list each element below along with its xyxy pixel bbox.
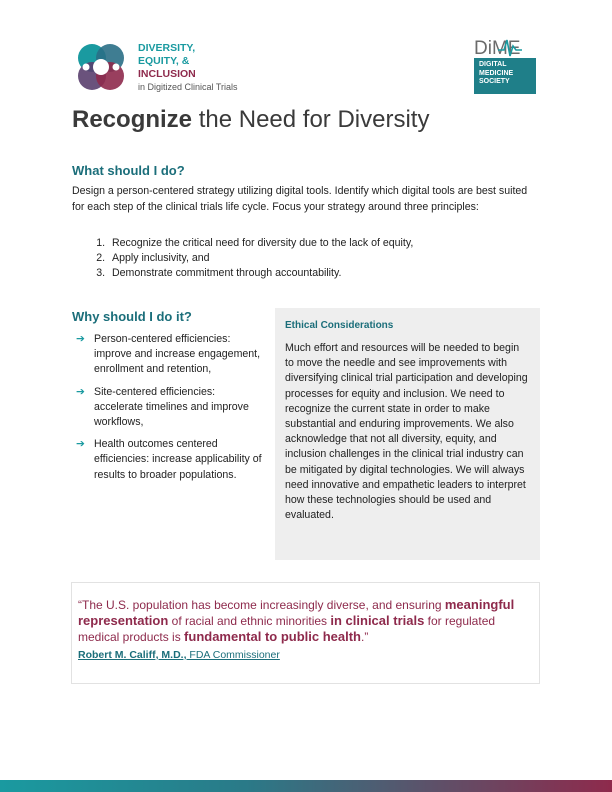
page-title-rest: the Need for Diversity (192, 106, 430, 133)
dime-letters-text: DiME (474, 38, 521, 58)
page-title-bold: Recognize (72, 106, 193, 133)
dime-badge (474, 58, 536, 94)
quote-part: .” (361, 630, 369, 644)
quote-author: Robert M. Califf, M.D., (78, 649, 187, 661)
list-item: 1. Recognize the critical need for diversity due to the lack of equity, (108, 236, 548, 251)
arrow-right-icon: ➔ (76, 438, 85, 451)
principles-list (72, 236, 548, 282)
page-title (72, 106, 429, 134)
quote-emphasis: fundamental to public health (184, 629, 361, 644)
why-item-text: Site-centered efficiencies: accelerate timelines and improve workflows, (94, 385, 249, 429)
interlocking-circles-icon (72, 38, 130, 96)
footer-gradient-bar (0, 780, 612, 792)
logo-line-3: INCLUSION (138, 68, 196, 80)
quote-text (78, 597, 533, 645)
arrow-right-icon: ➔ (76, 333, 85, 345)
list-item (76, 332, 266, 378)
quote-emphasis: in clinical trials (330, 613, 425, 628)
why-list (76, 332, 266, 490)
ethics-heading: Ethical Considerations (285, 320, 394, 331)
logo-line-2: EQUITY, & (138, 55, 190, 67)
quote-emphasis: meaningful representation (78, 597, 515, 628)
dime-letters-icon (474, 36, 536, 58)
list-item (76, 385, 266, 431)
quote-box (71, 582, 540, 684)
logo-line-4: in Digitized Clinical Trials (138, 82, 238, 92)
quote-attribution (78, 649, 533, 661)
logo-line-1: DIVERSITY, (138, 42, 196, 54)
why-item-text: Health outcomes centered efficiencies: increase applicability of results to broader populations. (94, 438, 262, 481)
die-logo (72, 38, 272, 96)
list-item (76, 437, 266, 483)
dime-logo (474, 36, 536, 96)
why-heading: Why should I do it? (72, 309, 192, 324)
list-item: 3. Demonstrate commitment through accountability. (108, 266, 548, 281)
dime-line-3: SOCIETY (479, 78, 510, 85)
dime-line-1: DIGITAL (479, 61, 507, 68)
what-paragraph: Design a person-centered strategy utilizing digital tools. Identify which digital tools are best suited for each step of the clinical trials life cycle. Focus your strategy around three principles: (72, 185, 528, 213)
quote-part: “The U.S. population has become increasingly diverse, and ensuring (78, 598, 445, 612)
logo-wordmark (138, 42, 238, 94)
quote-role: FDA Commissioner (186, 649, 280, 661)
quote-part: for regulated medical products is (78, 614, 496, 644)
why-item-text: Person-centered efficiencies: improve and increase engagement, enrollment and retention, (94, 333, 261, 376)
list-item: 2. Apply inclusivity, and (108, 251, 548, 266)
ethics-box (275, 308, 540, 560)
what-heading: What should I do? (72, 163, 185, 178)
quote-part: of racial and ethnic minorities (168, 614, 331, 628)
arrow-right-icon: ➔ (76, 385, 85, 398)
dime-line-2: MEDICINE (479, 69, 514, 77)
ethics-body: Much effort and resources will be needed to begin to move the needle and see improvements with diversifying clinical trial participation and developing processes for equity and inclusion. We need to recognize the current state in order to make substantial and enduring improvements. We also acknowledge that not all diversity, equity, and inclusion challenges in the clinical trial industry can be mitigated by digital technologies. We will always need innovative and empathetic leaders to interpret how these technologies should be used and evaluated. (285, 342, 528, 522)
